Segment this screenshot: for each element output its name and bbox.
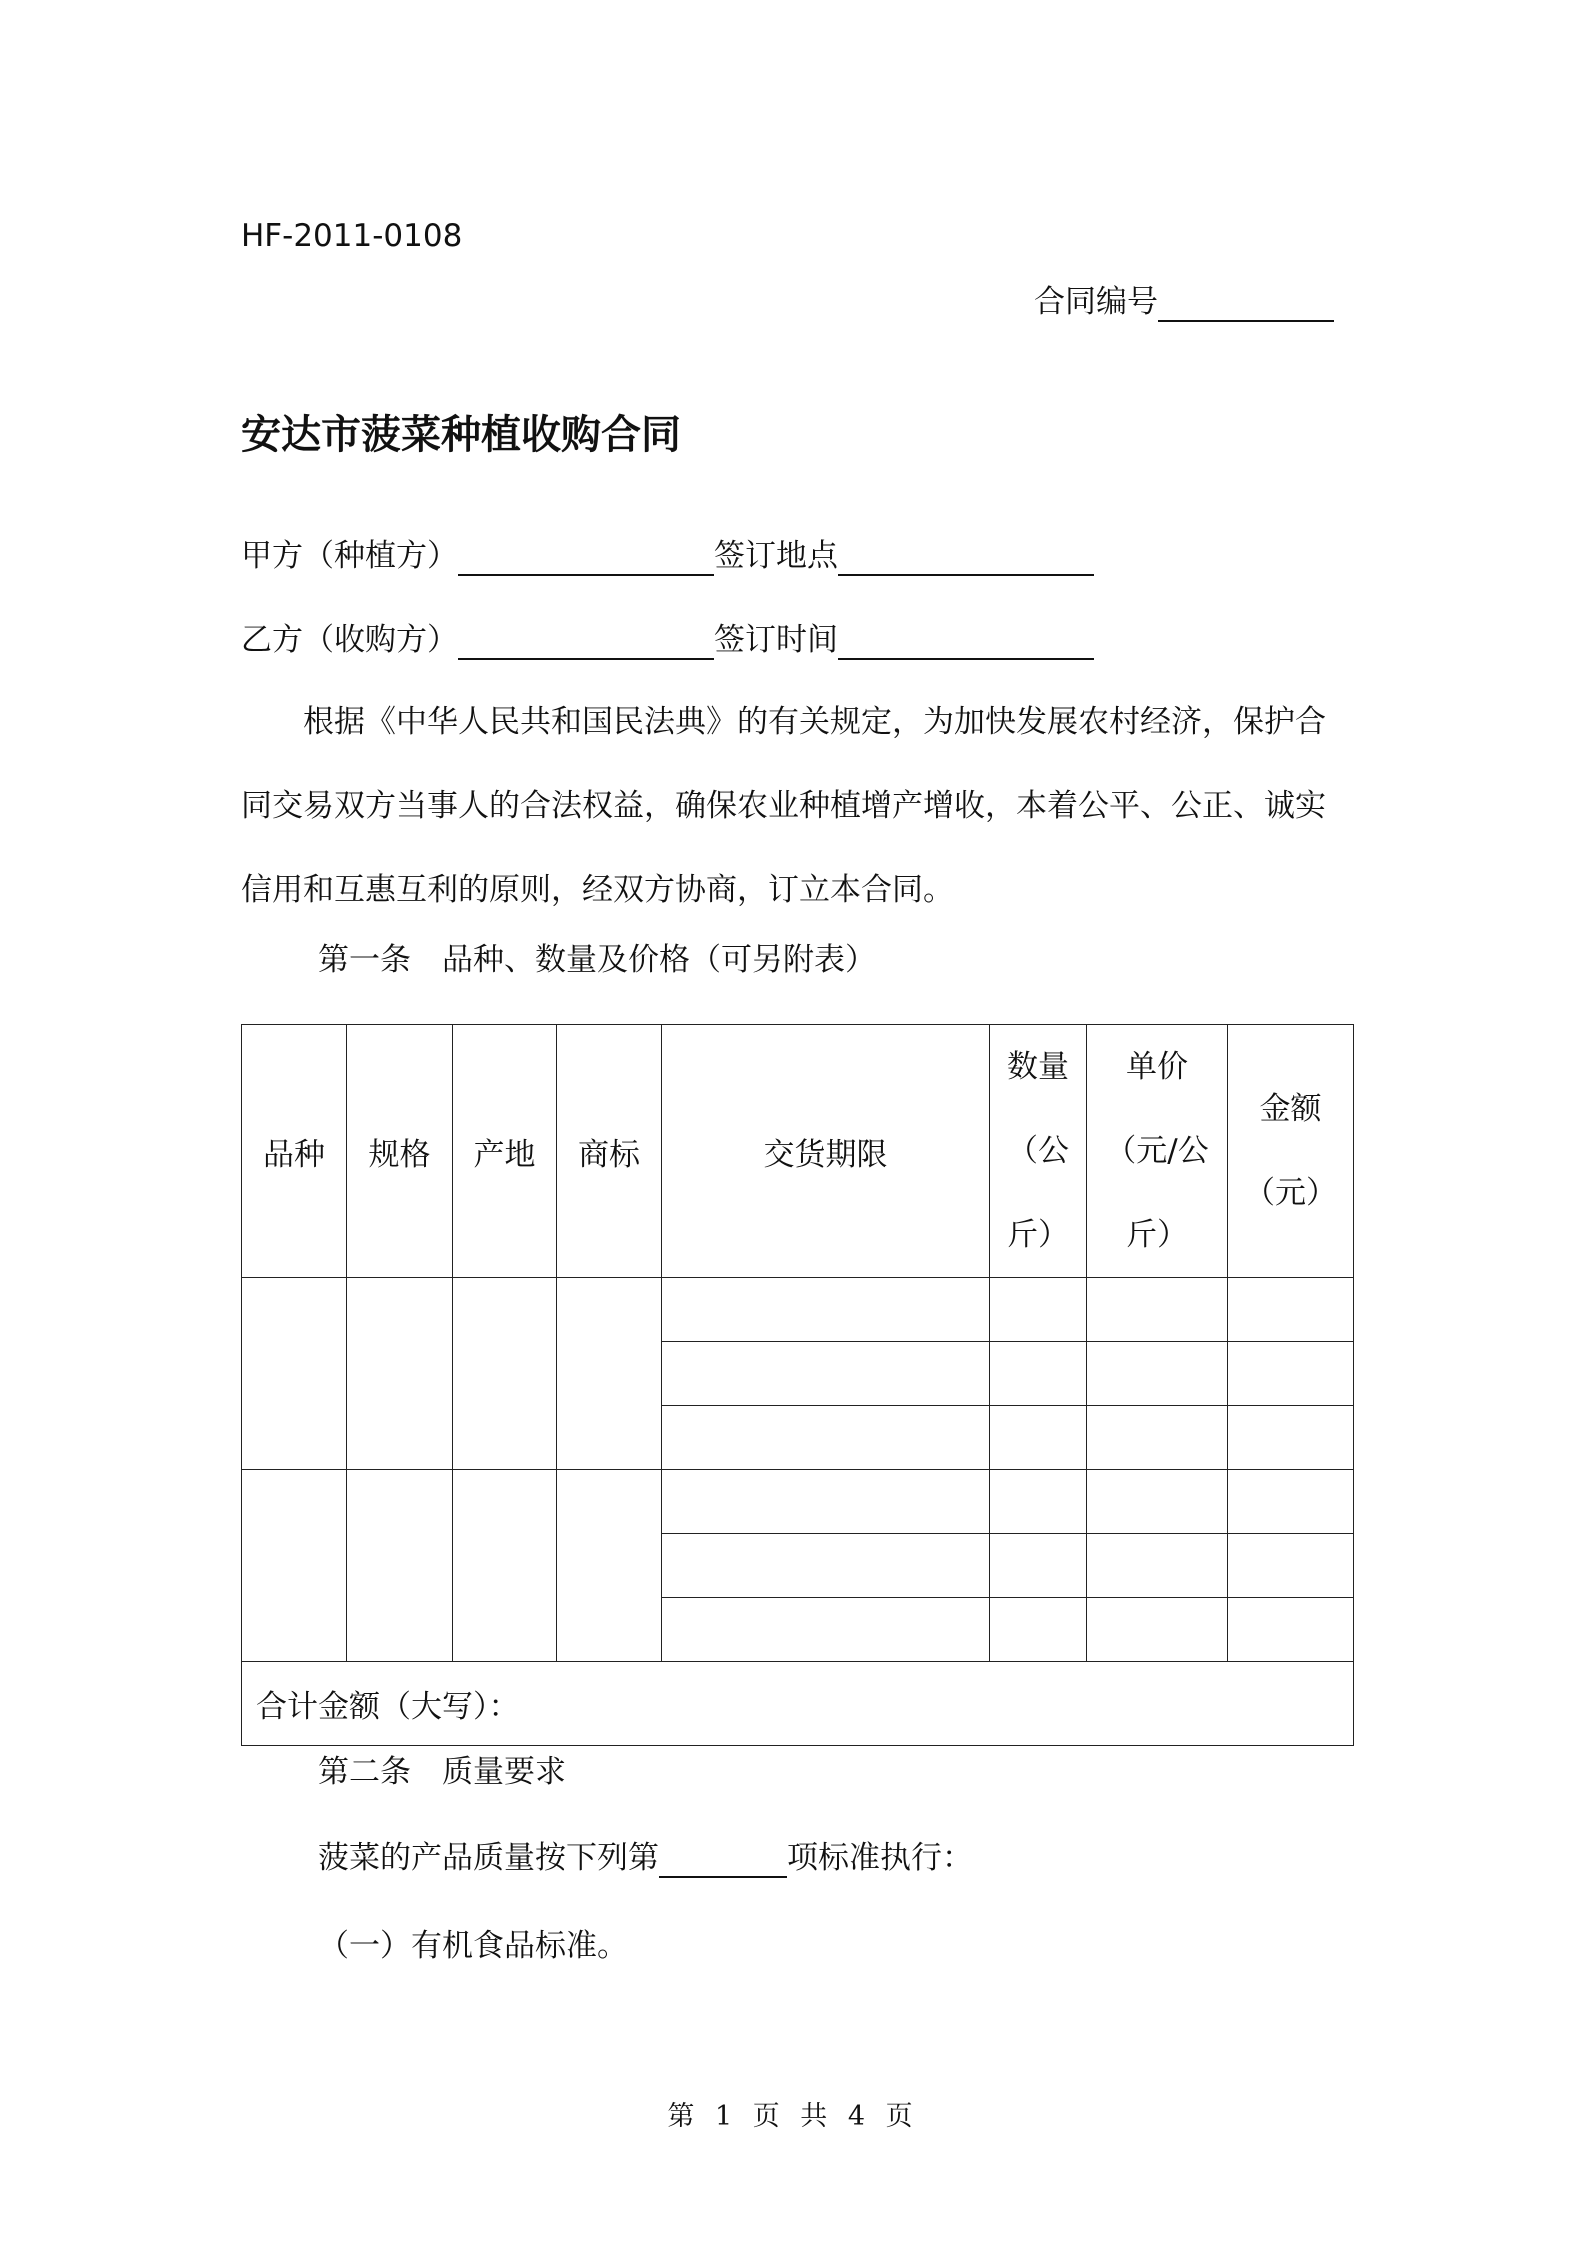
cell-quantity[interactable] bbox=[990, 1534, 1087, 1598]
document-code: HF-2011-0108 bbox=[241, 218, 463, 254]
cell-amount[interactable] bbox=[1228, 1278, 1354, 1342]
party-b-blank[interactable] bbox=[458, 622, 714, 660]
header-delivery: 交货期限 bbox=[662, 1025, 990, 1278]
cell-origin[interactable] bbox=[453, 1278, 557, 1470]
cell-quantity[interactable] bbox=[990, 1342, 1087, 1406]
cell-amount[interactable] bbox=[1228, 1598, 1354, 1662]
quality-suffix: 项标准执行： bbox=[787, 1840, 973, 1876]
cell-quantity[interactable] bbox=[990, 1406, 1087, 1470]
sign-place-label: 签订地点 bbox=[714, 538, 838, 574]
header-variety: 品种 bbox=[242, 1025, 347, 1278]
header-amount: 金额 （元） bbox=[1228, 1025, 1354, 1278]
cell-amount[interactable] bbox=[1228, 1406, 1354, 1470]
table-row bbox=[242, 1278, 1354, 1342]
cell-spec[interactable] bbox=[347, 1278, 453, 1470]
sign-place-blank[interactable] bbox=[838, 538, 1094, 576]
quality-prefix: 菠菜的产品质量按下列第 bbox=[318, 1840, 659, 1876]
cell-variety[interactable] bbox=[242, 1470, 347, 1662]
page-footer: 第 1 页 共 4 页 bbox=[667, 2101, 919, 2132]
cell-unit-price[interactable] bbox=[1087, 1342, 1228, 1406]
sign-time-label: 签订时间 bbox=[714, 622, 838, 658]
contract-number-label: 合同编号 bbox=[1034, 284, 1158, 320]
cell-unit-price[interactable] bbox=[1087, 1598, 1228, 1662]
party-a-blank[interactable] bbox=[458, 538, 714, 576]
sign-time-blank[interactable] bbox=[838, 622, 1094, 660]
total-amount-label: 合计金额（大写）： bbox=[256, 1689, 520, 1725]
intro-paragraph: 根据《中华人民共和国民法典》的有关规定，为加快发展农村经济，保护合同交易双方当事人的合法权益，确保农业种植增产增收，本着公平、公正、诚实信用和互惠互利的原则，经双方协商，订立本合同。 bbox=[241, 704, 1326, 908]
contract-number-blank[interactable] bbox=[1158, 284, 1334, 322]
cell-amount[interactable] bbox=[1228, 1470, 1354, 1534]
cell-delivery[interactable] bbox=[662, 1278, 990, 1342]
cell-quantity[interactable] bbox=[990, 1470, 1087, 1534]
cell-delivery[interactable] bbox=[662, 1342, 990, 1406]
contract-title: 安达市菠菜种植收购合同 bbox=[241, 412, 681, 458]
header-unit-price: 单价 （元/公 斤） bbox=[1087, 1025, 1228, 1278]
cell-spec[interactable] bbox=[347, 1470, 453, 1662]
cell-amount[interactable] bbox=[1228, 1342, 1354, 1406]
header-origin: 产地 bbox=[453, 1025, 557, 1278]
cell-quantity[interactable] bbox=[990, 1278, 1087, 1342]
cell-brand[interactable] bbox=[557, 1470, 662, 1662]
contract-number-row bbox=[1034, 282, 1334, 322]
cell-delivery[interactable] bbox=[662, 1470, 990, 1534]
product-table bbox=[241, 1024, 1354, 1746]
cell-unit-price[interactable] bbox=[1087, 1278, 1228, 1342]
cell-unit-price[interactable] bbox=[1087, 1406, 1228, 1470]
quality-standard-row bbox=[318, 1838, 973, 1878]
header-brand: 商标 bbox=[557, 1025, 662, 1278]
cell-brand[interactable] bbox=[557, 1278, 662, 1470]
party-a-row bbox=[241, 536, 1094, 576]
cell-delivery[interactable] bbox=[662, 1534, 990, 1598]
total-row bbox=[242, 1662, 1354, 1746]
table-header-row bbox=[242, 1025, 1354, 1278]
party-a-label: 甲方（种植方） bbox=[241, 538, 458, 574]
party-b-row bbox=[241, 620, 1094, 660]
header-spec: 规格 bbox=[347, 1025, 453, 1278]
cell-amount[interactable] bbox=[1228, 1534, 1354, 1598]
cell-quantity[interactable] bbox=[990, 1598, 1087, 1662]
cell-delivery[interactable] bbox=[662, 1598, 990, 1662]
article-1-heading: 第一条 品种、数量及价格（可另附表） bbox=[318, 942, 876, 978]
cell-unit-price[interactable] bbox=[1087, 1470, 1228, 1534]
article-2-heading: 第二条 质量要求 bbox=[318, 1754, 566, 1790]
quality-item-1: （一）有机食品标准。 bbox=[318, 1928, 628, 1964]
cell-variety[interactable] bbox=[242, 1278, 347, 1470]
cell-origin[interactable] bbox=[453, 1470, 557, 1662]
total-amount-cell[interactable] bbox=[242, 1662, 1354, 1746]
cell-delivery[interactable] bbox=[662, 1406, 990, 1470]
table-row bbox=[242, 1470, 1354, 1534]
quality-standard-blank[interactable] bbox=[659, 1840, 787, 1878]
cell-unit-price[interactable] bbox=[1087, 1534, 1228, 1598]
header-quantity: 数量 （公 斤） bbox=[990, 1025, 1087, 1278]
party-b-label: 乙方（收购方） bbox=[241, 622, 458, 658]
